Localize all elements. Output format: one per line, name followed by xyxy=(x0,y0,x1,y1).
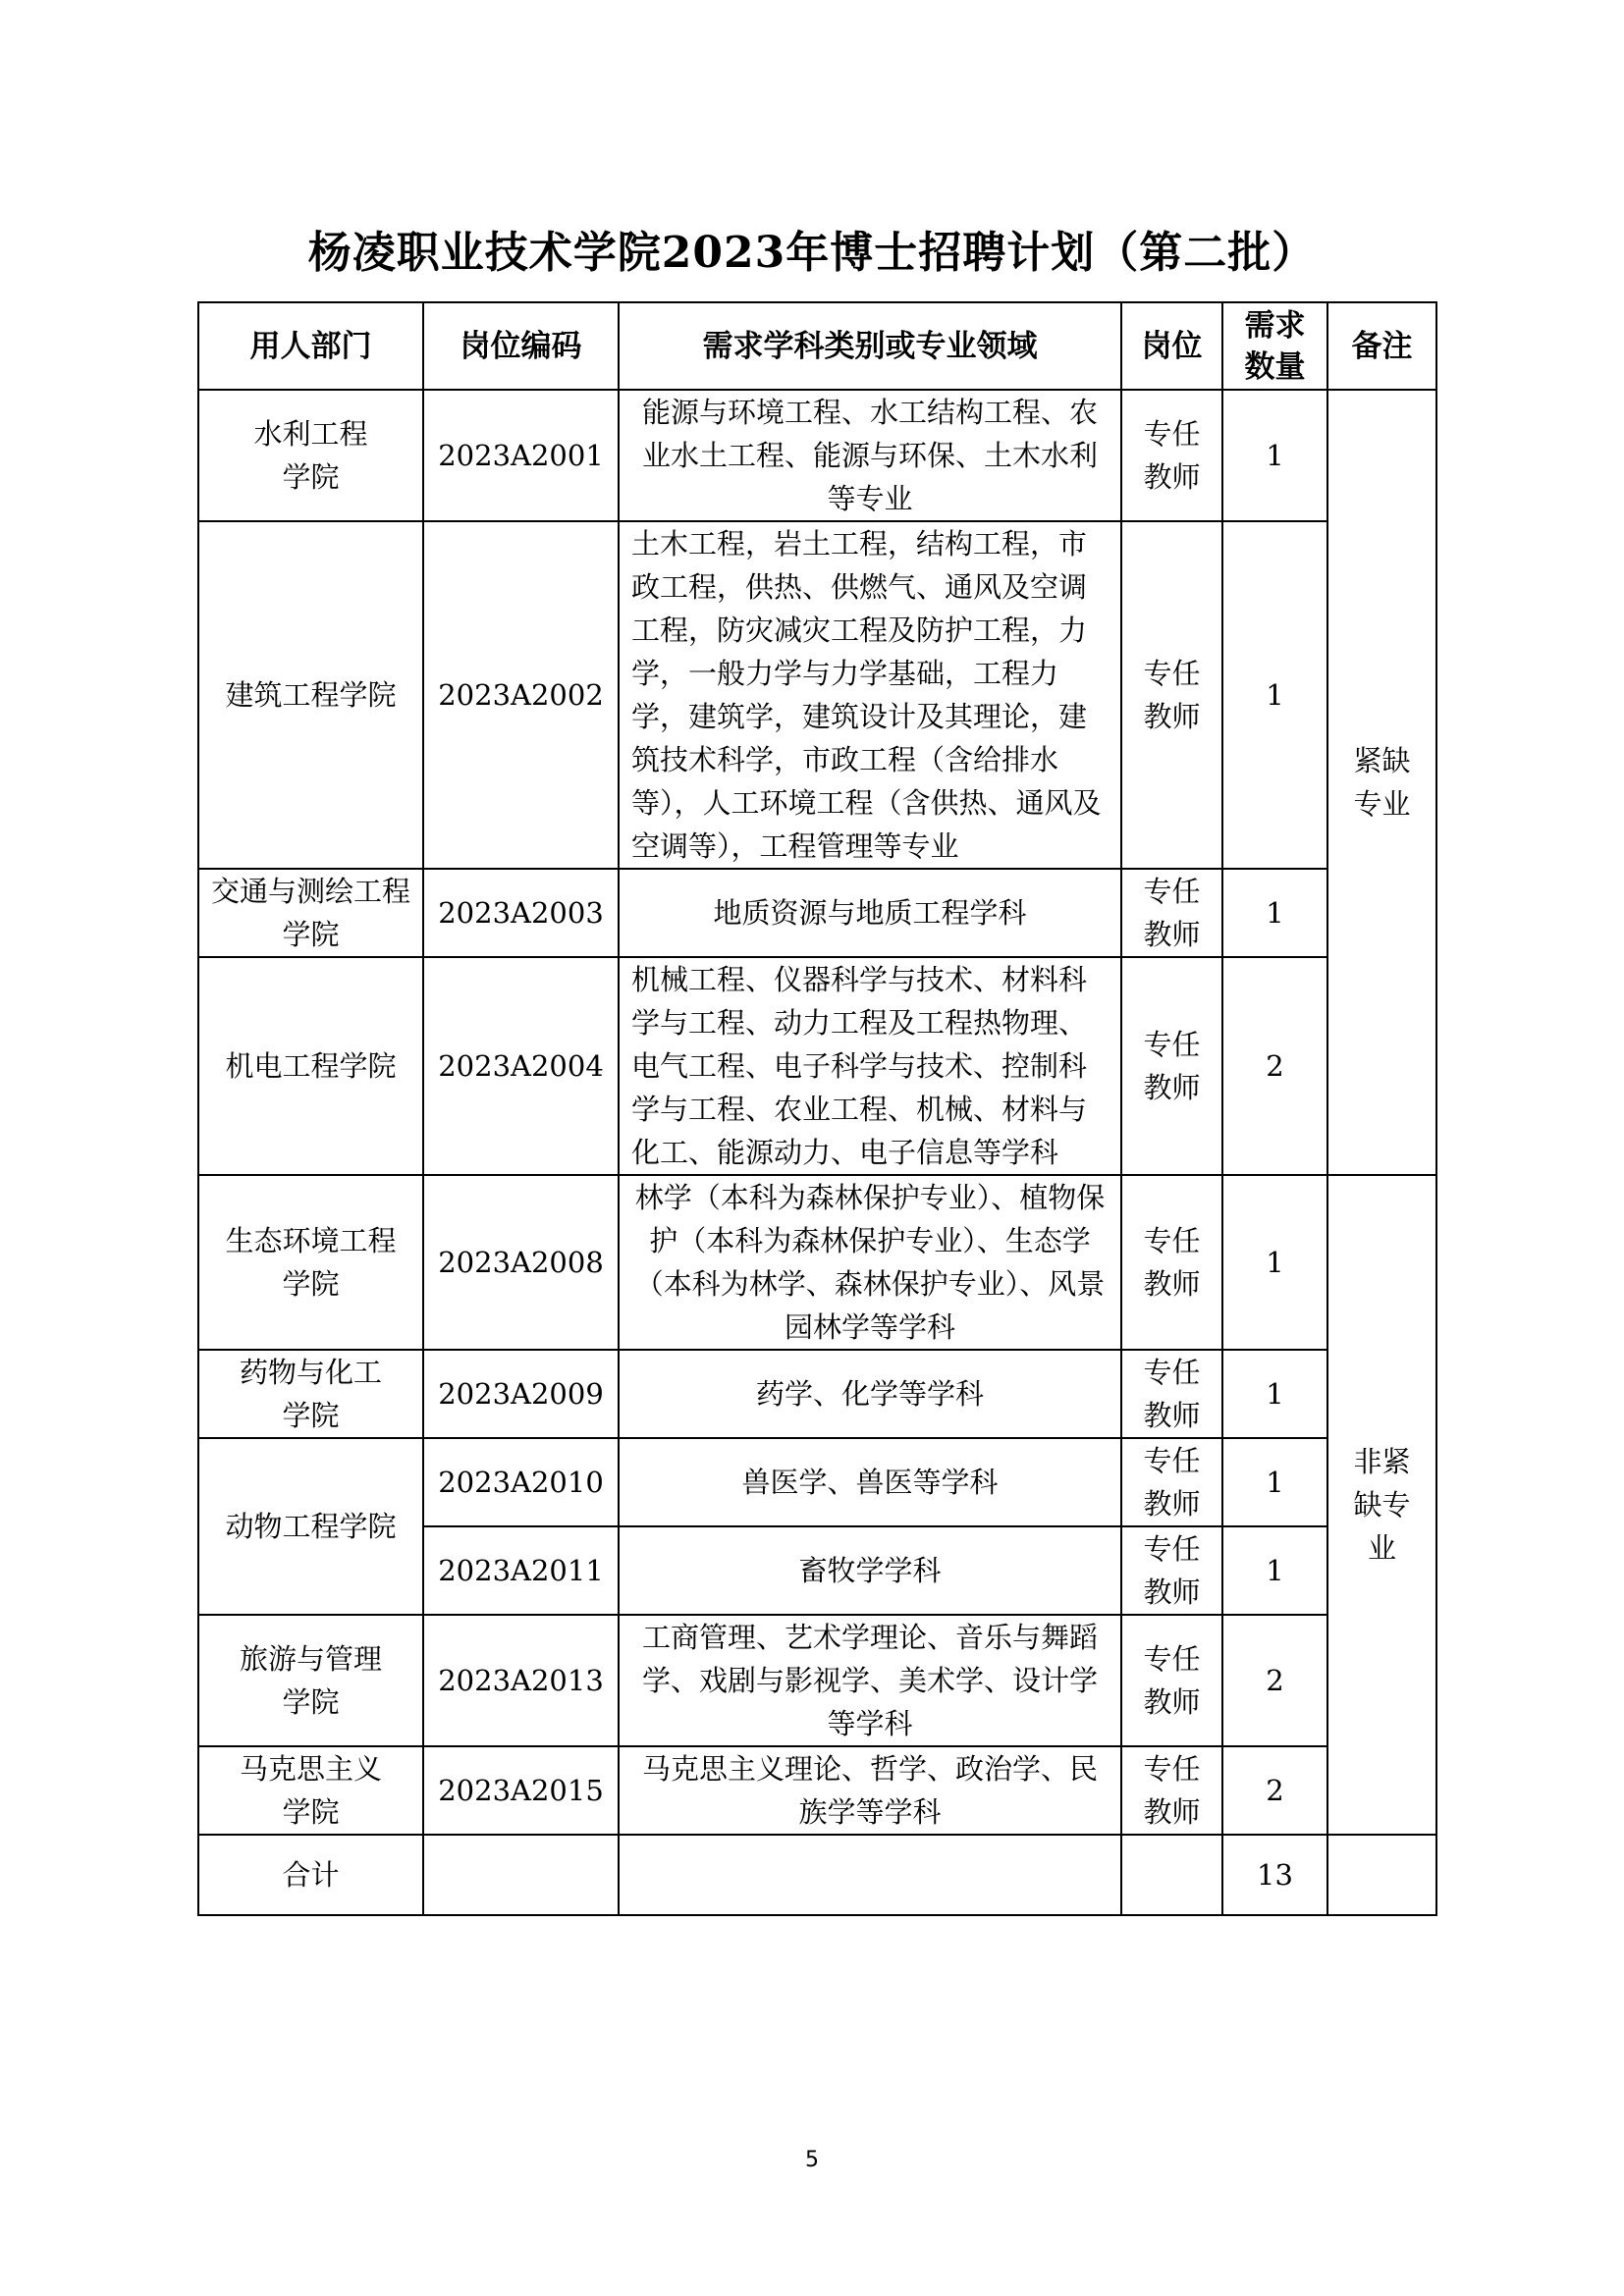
count-cell: 1 xyxy=(1222,1526,1327,1615)
page-number: 5 xyxy=(805,2148,819,2172)
field-cell: 机械工程、仪器科学与技术、材料科学与工程、动力工程及工程热物理、电气工程、电子科学与技术、控制科学与工程、农业工程、机械、材料与化工、能源动力、电子信息等学科 xyxy=(619,957,1121,1175)
table-total-row xyxy=(198,1835,1436,1915)
post-cell: 专任教师 xyxy=(1121,957,1222,1175)
field-cell: 药学、化学等学科 xyxy=(619,1350,1121,1438)
total-count: 13 xyxy=(1222,1835,1327,1915)
code-cell: 2023A2011 xyxy=(423,1526,619,1615)
count-cell: 1 xyxy=(1222,1438,1327,1526)
field-cell: 能源与环境工程、水工结构工程、农业水土工程、能源与环保、土木水利等专业 xyxy=(619,390,1121,521)
code-cell: 2023A2015 xyxy=(423,1746,619,1835)
dept-cell: 交通与测绘工程学院 xyxy=(198,869,423,957)
table-row xyxy=(198,1438,1436,1526)
field-cell: 马克思主义理论、哲学、政治学、民族学等学科 xyxy=(619,1746,1121,1835)
document-title: 杨凌职业技术学院2023年博士招聘计划（第二批） xyxy=(307,228,1317,278)
count-cell: 2 xyxy=(1222,1746,1327,1835)
table-header-row xyxy=(198,302,1436,390)
code-cell: 2023A2008 xyxy=(423,1175,619,1350)
field-cell: 地质资源与地质工程学科 xyxy=(619,869,1121,957)
empty-cell xyxy=(1327,1835,1436,1915)
empty-cell xyxy=(619,1835,1121,1915)
dept-cell: 水利工程学院 xyxy=(198,390,423,521)
header-count: 需求数量 xyxy=(1222,302,1327,390)
dept-cell: 动物工程学院 xyxy=(198,1438,423,1615)
field-cell: 畜牧学学科 xyxy=(619,1526,1121,1615)
table-row xyxy=(198,869,1436,957)
note-cell-urgent: 紧缺专业 xyxy=(1327,390,1436,1175)
header-post: 岗位 xyxy=(1121,302,1222,390)
field-cell: 工商管理、艺术学理论、音乐与舞蹈学、戏剧与影视学、美术学、设计学等学科 xyxy=(619,1615,1121,1746)
count-cell: 1 xyxy=(1222,521,1327,869)
count-cell: 1 xyxy=(1222,1350,1327,1438)
empty-cell xyxy=(1121,1835,1222,1915)
post-cell: 专任教师 xyxy=(1121,521,1222,869)
table-row xyxy=(198,1175,1436,1350)
table-row xyxy=(198,390,1436,521)
count-cell: 1 xyxy=(1222,869,1327,957)
post-cell: 专任教师 xyxy=(1121,390,1222,521)
dept-cell: 马克思主义学院 xyxy=(198,1746,423,1835)
dept-cell: 药物与化工学院 xyxy=(198,1350,423,1438)
post-cell: 专任教师 xyxy=(1121,1438,1222,1526)
post-cell: 专任教师 xyxy=(1121,1746,1222,1835)
header-code: 岗位编码 xyxy=(423,302,619,390)
post-cell: 专任教师 xyxy=(1121,869,1222,957)
dept-cell: 建筑工程学院 xyxy=(198,521,423,869)
dept-cell: 生态环境工程学院 xyxy=(198,1175,423,1350)
header-dept: 用人部门 xyxy=(198,302,423,390)
header-field: 需求学科类别或专业领域 xyxy=(619,302,1121,390)
code-cell: 2023A2002 xyxy=(423,521,619,869)
count-cell: 1 xyxy=(1222,1175,1327,1350)
field-cell: 林学（本科为森林保护专业）、植物保护（本科为森林保护专业）、生态学（本科为林学、森林保护专业）、风景园林学等学科 xyxy=(619,1175,1121,1350)
total-label: 合计 xyxy=(198,1835,423,1915)
table-row xyxy=(198,521,1436,869)
table-row xyxy=(198,1746,1436,1835)
post-cell: 专任教师 xyxy=(1121,1615,1222,1746)
table-row xyxy=(198,1615,1436,1746)
post-cell: 专任教师 xyxy=(1121,1175,1222,1350)
code-cell: 2023A2001 xyxy=(423,390,619,521)
table-row xyxy=(198,957,1436,1175)
post-cell: 专任教师 xyxy=(1121,1350,1222,1438)
count-cell: 2 xyxy=(1222,957,1327,1175)
note-cell-non-urgent: 非紧缺专业 xyxy=(1327,1175,1436,1835)
table-row xyxy=(198,1350,1436,1438)
field-cell: 兽医学、兽医等学科 xyxy=(619,1438,1121,1526)
code-cell: 2023A2013 xyxy=(423,1615,619,1746)
dept-cell: 旅游与管理学院 xyxy=(198,1615,423,1746)
count-cell: 2 xyxy=(1222,1615,1327,1746)
dept-cell: 机电工程学院 xyxy=(198,957,423,1175)
code-cell: 2023A2009 xyxy=(423,1350,619,1438)
recruitment-plan-table xyxy=(197,301,1437,1916)
empty-cell xyxy=(423,1835,619,1915)
post-cell: 专任教师 xyxy=(1121,1526,1222,1615)
field-cell: 土木工程，岩土工程，结构工程，市政工程，供热、供燃气、通风及空调工程，防灾减灾工程及防护工程，力学，一般力学与力学基础，工程力学，建筑学，建筑设计及其理论，建筑技术科学，市政工程（含给排水等），人工环境工程（含供热、通风及空调等），工程管理等专业 xyxy=(619,521,1121,869)
code-cell: 2023A2003 xyxy=(423,869,619,957)
code-cell: 2023A2004 xyxy=(423,957,619,1175)
count-cell: 1 xyxy=(1222,390,1327,521)
code-cell: 2023A2010 xyxy=(423,1438,619,1526)
header-note: 备注 xyxy=(1327,302,1436,390)
